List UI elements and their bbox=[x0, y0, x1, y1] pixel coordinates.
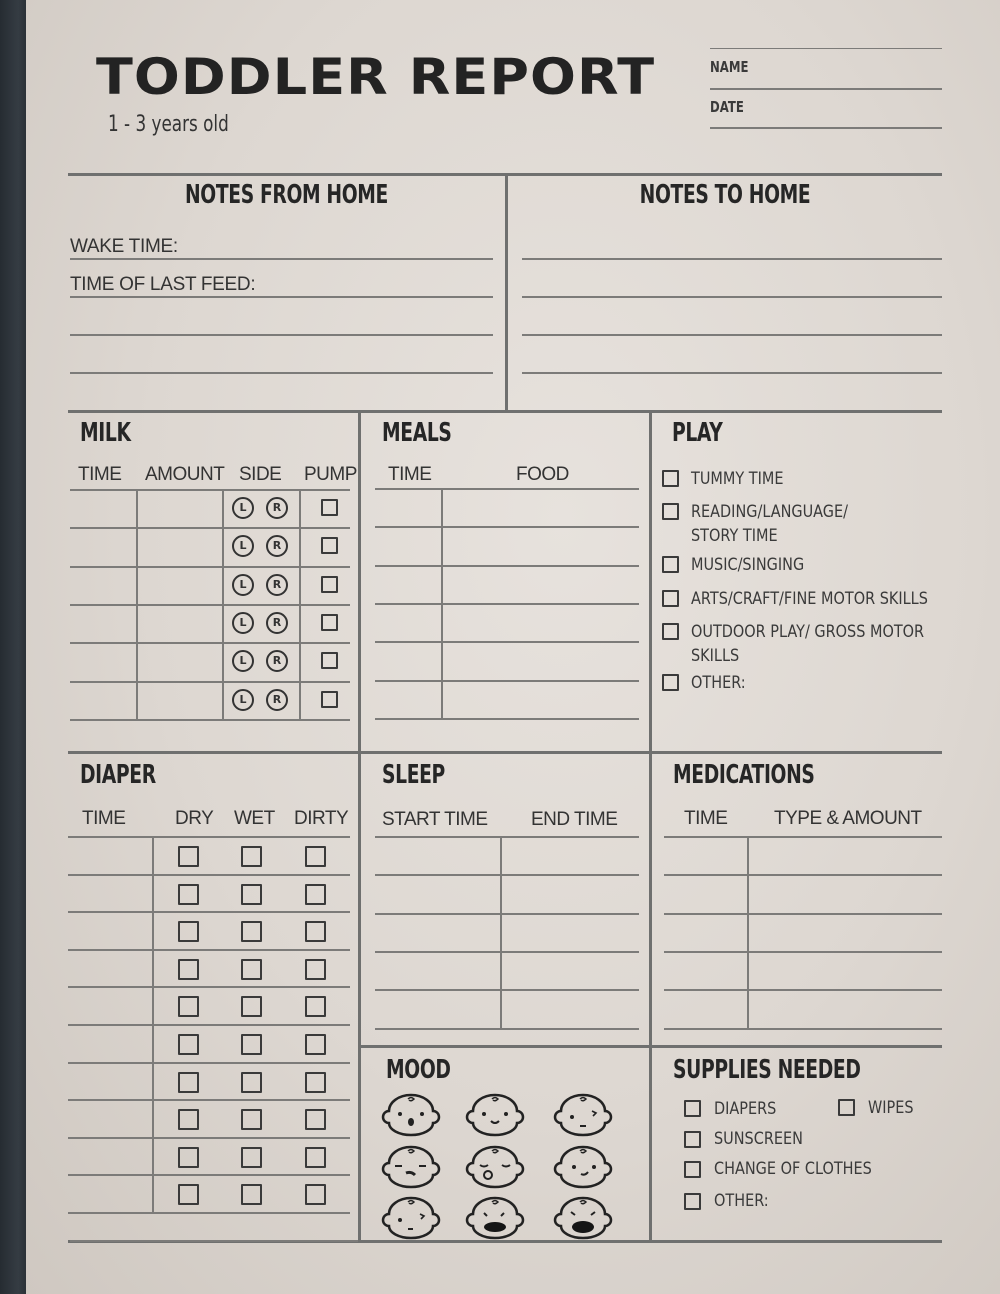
milk-amount-cell[interactable] bbox=[138, 527, 222, 564]
supply-diapers-checkbox[interactable] bbox=[684, 1100, 701, 1117]
medication-time-cell[interactable] bbox=[664, 836, 746, 873]
age-range-subtitle: 1 - 3 years old bbox=[108, 112, 229, 137]
name-label: NAME bbox=[710, 58, 749, 76]
diaper-dirty-checkbox[interactable] bbox=[305, 884, 326, 905]
medications-title: MEDICATIONS bbox=[673, 760, 815, 790]
pump-checkbox[interactable] bbox=[321, 652, 338, 669]
milk-col-pump: PUMP bbox=[304, 464, 357, 485]
play-title: PLAY bbox=[672, 418, 723, 448]
play-option-label: OTHER: bbox=[691, 673, 746, 693]
upset-face-icon[interactable] bbox=[378, 1196, 444, 1240]
diaper-wet-checkbox[interactable] bbox=[241, 884, 262, 905]
meal-time-cell[interactable] bbox=[375, 641, 441, 678]
milk-amount-cell[interactable] bbox=[138, 642, 222, 679]
sad-face-icon[interactable] bbox=[550, 1093, 616, 1137]
medication-type-cell[interactable] bbox=[749, 951, 942, 988]
diaper-dry-checkbox[interactable] bbox=[178, 846, 199, 867]
pump-checkbox[interactable] bbox=[321, 499, 338, 516]
diaper-dry-checkbox[interactable] bbox=[178, 1147, 199, 1168]
diaper-dry-checkbox[interactable] bbox=[178, 921, 199, 942]
name-top-rule bbox=[710, 48, 942, 49]
play-option-label: READING/LANGUAGE/ bbox=[691, 502, 848, 522]
diaper-time-cell[interactable] bbox=[68, 1137, 152, 1173]
play-option-checkbox[interactable] bbox=[662, 623, 679, 640]
medication-type-cell[interactable] bbox=[749, 874, 942, 911]
milk-time-cell[interactable] bbox=[70, 681, 136, 718]
divider bbox=[222, 489, 224, 719]
medication-time-cell[interactable] bbox=[664, 874, 746, 911]
play-option-label: OUTDOOR PLAY/ GROSS MOTOR bbox=[691, 622, 925, 642]
diaper-time-cell[interactable] bbox=[68, 874, 152, 910]
milk-col-amount: AMOUNT bbox=[145, 464, 225, 485]
diaper-row-rule bbox=[68, 1212, 350, 1214]
date-field[interactable] bbox=[710, 127, 942, 129]
diaper-col-wet: WET bbox=[234, 808, 275, 829]
pump-checkbox[interactable] bbox=[321, 691, 338, 708]
diaper-dry-checkbox[interactable] bbox=[178, 996, 199, 1017]
sleep-start-cell[interactable] bbox=[375, 874, 499, 911]
sleep-end-cell[interactable] bbox=[502, 836, 639, 873]
milk-time-cell[interactable] bbox=[70, 489, 136, 526]
screaming-face-icon[interactable] bbox=[550, 1196, 616, 1240]
last-feed-label: TIME OF LAST FEED: bbox=[70, 274, 256, 295]
side-right-toggle[interactable]: R bbox=[266, 612, 288, 634]
diaper-dirty-checkbox[interactable] bbox=[305, 1184, 326, 1205]
divider bbox=[136, 489, 138, 719]
side-right-toggle[interactable]: R bbox=[266, 497, 288, 519]
side-left-toggle[interactable]: L bbox=[232, 535, 254, 557]
notes-to-home-line[interactable] bbox=[522, 296, 942, 298]
diaper-wet-checkbox[interactable] bbox=[241, 996, 262, 1017]
diaper-dirty-checkbox[interactable] bbox=[305, 846, 326, 867]
diaper-wet-checkbox[interactable] bbox=[241, 1034, 262, 1055]
medication-time-cell[interactable] bbox=[664, 913, 746, 950]
medications-col-type: TYPE & AMOUNT bbox=[774, 808, 922, 829]
sleep-start-cell[interactable] bbox=[375, 836, 499, 873]
pump-checkbox[interactable] bbox=[321, 576, 338, 593]
supply-clothes-checkbox[interactable] bbox=[684, 1161, 701, 1178]
meal-time-cell[interactable] bbox=[375, 680, 441, 717]
milk-row-rule bbox=[70, 719, 350, 721]
sleepy-face-icon[interactable] bbox=[462, 1145, 528, 1189]
wake-time-field[interactable] bbox=[70, 258, 493, 260]
divider bbox=[360, 1045, 942, 1048]
side-right-toggle[interactable]: R bbox=[266, 689, 288, 711]
divider bbox=[70, 1240, 358, 1242]
diaper-dirty-checkbox[interactable] bbox=[305, 921, 326, 942]
book-spine bbox=[0, 0, 26, 1294]
diaper-dry-checkbox[interactable] bbox=[178, 1184, 199, 1205]
happy-face-icon[interactable] bbox=[378, 1093, 444, 1137]
milk-amount-cell[interactable] bbox=[138, 604, 222, 641]
divider bbox=[68, 751, 942, 754]
sleep-start-cell[interactable] bbox=[375, 913, 499, 950]
play-option-label-cont: SKILLS bbox=[691, 646, 740, 666]
date-label: DATE bbox=[710, 98, 744, 116]
notes-to-home-line[interactable] bbox=[522, 258, 942, 260]
meals-col-food: FOOD bbox=[516, 464, 569, 485]
play-option-checkbox[interactable] bbox=[662, 470, 679, 487]
sleep-start-cell[interactable] bbox=[375, 951, 499, 988]
diaper-time-cell[interactable] bbox=[68, 1099, 152, 1135]
side-left-toggle[interactable]: L bbox=[232, 650, 254, 672]
diaper-title: DIAPER bbox=[80, 760, 156, 790]
play-option-label-cont: STORY TIME bbox=[691, 526, 778, 546]
meal-time-cell[interactable] bbox=[375, 526, 441, 563]
milk-time-cell[interactable] bbox=[70, 566, 136, 603]
side-left-toggle[interactable]: L bbox=[232, 574, 254, 596]
meal-time-cell[interactable] bbox=[375, 565, 441, 602]
milk-amount-cell[interactable] bbox=[138, 566, 222, 603]
supply-other-checkbox[interactable] bbox=[684, 1193, 701, 1210]
diaper-time-cell[interactable] bbox=[68, 836, 152, 872]
diaper-wet-checkbox[interactable] bbox=[241, 1147, 262, 1168]
meals-row-rule bbox=[375, 718, 639, 720]
play-option-label: ARTS/CRAFT/FINE MOTOR SKILLS bbox=[691, 589, 928, 609]
crying-face-icon[interactable] bbox=[462, 1196, 528, 1240]
report-page bbox=[26, 0, 1000, 1294]
diaper-dirty-checkbox[interactable] bbox=[305, 1034, 326, 1055]
diaper-col-time: TIME bbox=[82, 808, 126, 829]
diaper-col-dirty: DIRTY bbox=[294, 808, 349, 829]
page-title: TODDLER REPORT bbox=[96, 48, 656, 106]
diaper-time-cell[interactable] bbox=[68, 1062, 152, 1098]
diaper-wet-checkbox[interactable] bbox=[241, 1072, 262, 1093]
diaper-time-cell[interactable] bbox=[68, 1174, 152, 1210]
mood-title: MOOD bbox=[386, 1055, 451, 1085]
meal-time-cell[interactable] bbox=[375, 488, 441, 525]
diaper-dirty-checkbox[interactable] bbox=[305, 1109, 326, 1130]
play-option-checkbox[interactable] bbox=[662, 674, 679, 691]
diaper-wet-checkbox[interactable] bbox=[241, 959, 262, 980]
sleep-start-cell[interactable] bbox=[375, 989, 499, 1026]
sleep-end-cell[interactable] bbox=[502, 951, 639, 988]
sleep-title: SLEEP bbox=[382, 760, 445, 790]
diaper-time-cell[interactable] bbox=[68, 911, 152, 947]
supply-other-label: OTHER: bbox=[714, 1191, 769, 1211]
divider bbox=[500, 836, 502, 1028]
diaper-wet-checkbox[interactable] bbox=[241, 1184, 262, 1205]
medication-type-cell[interactable] bbox=[749, 913, 942, 950]
pump-checkbox[interactable] bbox=[321, 537, 338, 554]
wake-time-label: WAKE TIME: bbox=[70, 236, 178, 257]
meal-food-cell[interactable] bbox=[443, 680, 639, 717]
sleep-end-cell[interactable] bbox=[502, 874, 639, 911]
diaper-dirty-checkbox[interactable] bbox=[305, 1147, 326, 1168]
supply-sunscreen-checkbox[interactable] bbox=[684, 1131, 701, 1148]
medication-time-cell[interactable] bbox=[664, 989, 746, 1026]
medication-type-cell[interactable] bbox=[749, 836, 942, 873]
sleep-row-rule bbox=[375, 1028, 639, 1030]
supply-wipes-label: WIPES bbox=[868, 1098, 914, 1118]
diaper-time-cell[interactable] bbox=[68, 1024, 152, 1060]
side-left-toggle[interactable]: L bbox=[232, 689, 254, 711]
notes-from-home-line[interactable] bbox=[70, 372, 493, 374]
milk-col-side: SIDE bbox=[239, 464, 282, 485]
side-right-toggle[interactable]: R bbox=[266, 535, 288, 557]
smiling-face-icon[interactable] bbox=[462, 1093, 528, 1137]
meals-title: MEALS bbox=[382, 418, 452, 448]
meal-food-cell[interactable] bbox=[443, 488, 639, 525]
divider bbox=[505, 175, 508, 410]
diaper-wet-checkbox[interactable] bbox=[241, 1109, 262, 1130]
diaper-dry-checkbox[interactable] bbox=[178, 1109, 199, 1130]
diaper-dry-checkbox[interactable] bbox=[178, 959, 199, 980]
diaper-time-cell[interactable] bbox=[68, 986, 152, 1022]
supplies-title: SUPPLIES NEEDED bbox=[673, 1055, 861, 1085]
divider bbox=[441, 488, 443, 718]
medication-time-cell[interactable] bbox=[664, 951, 746, 988]
supply-wipes-checkbox[interactable] bbox=[838, 1099, 855, 1116]
sleep-end-cell[interactable] bbox=[502, 989, 639, 1026]
diaper-col-dry: DRY bbox=[175, 808, 214, 829]
divider bbox=[649, 411, 652, 1241]
notes-from-home-title: NOTES FROM HOME bbox=[184, 180, 388, 210]
medications-col-time: TIME bbox=[684, 808, 728, 829]
diaper-wet-checkbox[interactable] bbox=[241, 846, 262, 867]
diaper-dirty-checkbox[interactable] bbox=[305, 1072, 326, 1093]
smirking-face-icon[interactable] bbox=[550, 1145, 616, 1189]
milk-col-time: TIME bbox=[78, 464, 122, 485]
notes-to-home-title: NOTES TO HOME bbox=[639, 180, 811, 210]
meal-food-cell[interactable] bbox=[443, 641, 639, 678]
sleep-end-cell[interactable] bbox=[502, 913, 639, 950]
supply-clothes-label: CHANGE OF CLOTHES bbox=[714, 1159, 872, 1179]
milk-amount-cell[interactable] bbox=[138, 681, 222, 718]
divider bbox=[747, 836, 749, 1028]
play-option-checkbox[interactable] bbox=[662, 503, 679, 520]
milk-time-cell[interactable] bbox=[70, 604, 136, 641]
milk-amount-cell[interactable] bbox=[138, 489, 222, 526]
play-option-checkbox[interactable] bbox=[662, 556, 679, 573]
pump-checkbox[interactable] bbox=[321, 614, 338, 631]
diaper-dry-checkbox[interactable] bbox=[178, 1034, 199, 1055]
meal-food-cell[interactable] bbox=[443, 603, 639, 640]
milk-title: MILK bbox=[80, 418, 131, 448]
milk-time-cell[interactable] bbox=[70, 527, 136, 564]
diaper-dirty-checkbox[interactable] bbox=[305, 959, 326, 980]
play-option-label: MUSIC/SINGING bbox=[691, 555, 805, 575]
diaper-wet-checkbox[interactable] bbox=[241, 921, 262, 942]
divider bbox=[68, 410, 942, 413]
notes-to-home-line[interactable] bbox=[522, 334, 942, 336]
sleep-col-start: START TIME bbox=[382, 809, 488, 830]
name-field[interactable] bbox=[710, 88, 942, 90]
milk-time-cell[interactable] bbox=[70, 642, 136, 679]
sleep-col-end: END TIME bbox=[531, 809, 618, 830]
supply-sunscreen-label: SUNSCREEN bbox=[714, 1129, 803, 1149]
play-option-checkbox[interactable] bbox=[662, 590, 679, 607]
diaper-time-cell[interactable] bbox=[68, 949, 152, 985]
meal-food-cell[interactable] bbox=[443, 526, 639, 563]
divider bbox=[299, 489, 301, 719]
medications-row-rule bbox=[664, 1028, 942, 1030]
supply-diapers-label: DIAPERS bbox=[714, 1099, 777, 1119]
meal-time-cell[interactable] bbox=[375, 603, 441, 640]
side-right-toggle[interactable]: R bbox=[266, 574, 288, 596]
diaper-dry-checkbox[interactable] bbox=[178, 1072, 199, 1093]
divider bbox=[358, 411, 361, 1241]
divider bbox=[152, 836, 154, 1212]
notes-from-home-line[interactable] bbox=[70, 334, 493, 336]
diaper-dirty-checkbox[interactable] bbox=[305, 996, 326, 1017]
meals-col-time: TIME bbox=[388, 464, 432, 485]
medication-type-cell[interactable] bbox=[749, 989, 942, 1026]
notes-to-home-line[interactable] bbox=[522, 372, 942, 374]
side-left-toggle[interactable]: L bbox=[232, 612, 254, 634]
side-right-toggle[interactable]: R bbox=[266, 650, 288, 672]
side-left-toggle[interactable]: L bbox=[232, 497, 254, 519]
meal-food-cell[interactable] bbox=[443, 565, 639, 602]
last-feed-field[interactable] bbox=[70, 296, 493, 298]
diaper-dry-checkbox[interactable] bbox=[178, 884, 199, 905]
play-option-label: TUMMY TIME bbox=[691, 469, 784, 489]
grumpy-face-icon[interactable] bbox=[378, 1145, 444, 1189]
